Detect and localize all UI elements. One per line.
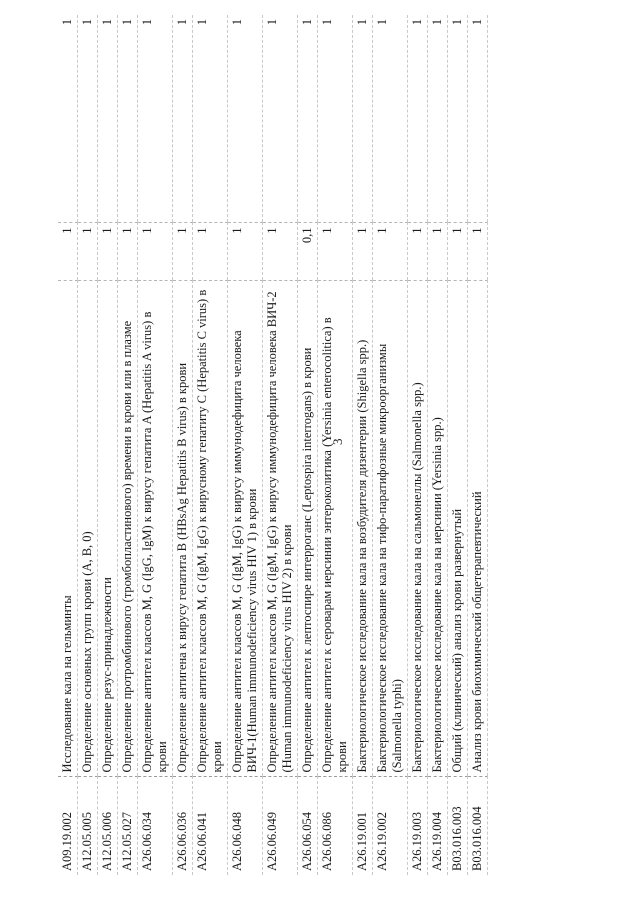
table-row — [138, 15, 173, 875]
table-row — [428, 15, 448, 875]
frequency-value: 0,1 — [298, 223, 318, 281]
service-name: Бактериологическое исследование кала на иерсинии (Yersinia spp.) — [428, 281, 448, 777]
multiplicity-value: 1 — [298, 15, 318, 223]
service-code: A26.19.001 — [353, 777, 373, 875]
multiplicity-value: 1 — [408, 15, 428, 223]
table-row — [408, 15, 428, 875]
frequency-value: 1 — [468, 223, 488, 281]
frequency-value: 1 — [353, 223, 373, 281]
service-code: A26.06.048 — [228, 777, 263, 875]
table-row — [263, 15, 298, 875]
service-name: Исследование кала на гельминты — [58, 281, 78, 777]
multiplicity-value: 1 — [98, 15, 118, 223]
frequency-value: 1 — [263, 223, 298, 281]
multiplicity-value: 1 — [193, 15, 228, 223]
service-code: A12.05.027 — [118, 777, 138, 875]
frequency-value: 1 — [58, 223, 78, 281]
service-name: Определение антител классов M, G (IgM, IgG) к вирусному гепатиту C (Hepatitis C virus) в крови — [193, 281, 228, 777]
service-code: B03.016.004 — [468, 777, 488, 875]
page-number: 3 — [330, 438, 345, 445]
table-row — [58, 15, 78, 875]
service-code: A26.06.034 — [138, 777, 173, 875]
service-code: A26.06.086 — [318, 777, 353, 875]
multiplicity-value: 1 — [118, 15, 138, 223]
multiplicity-value: 1 — [78, 15, 98, 223]
multiplicity-value: 1 — [353, 15, 373, 223]
service-name: Бактериологическое исследование кала на тифо-паратифозные микроорганизмы (Salmonella typhi) — [373, 281, 408, 777]
multiplicity-value: 1 — [373, 15, 408, 223]
table-row — [353, 15, 373, 875]
service-name: Определение антител классов M, G (IgM, IgG) к вирусу иммунодефицита человека ВИЧ-1(Human immunodeficiency virus HIV 1) в крови — [228, 281, 263, 777]
multiplicity-value: 1 — [468, 15, 488, 223]
table-row — [78, 15, 98, 875]
service-name: Определение протромбинового (тромбопластинового) времени в крови или в плазме — [118, 281, 138, 777]
service-code: A12.05.006 — [98, 777, 118, 875]
frequency-value: 1 — [138, 223, 173, 281]
service-code: A09.19.002 — [58, 777, 78, 875]
services-table — [58, 15, 488, 875]
table-row — [318, 15, 353, 875]
service-name: Бактериологическое исследование кала на возбудителя дизентерии (Shigella spp.) — [353, 281, 373, 777]
multiplicity-value: 1 — [58, 15, 78, 223]
frequency-value: 1 — [118, 223, 138, 281]
table-row — [468, 15, 488, 875]
service-code: A26.06.054 — [298, 777, 318, 875]
service-name: Определение антител классов M, G (IgM, IgG) к вирусу иммунодефицита человека ВИЧ-2 (Human immunodeficiency virus HIV 2) в крови — [263, 281, 298, 777]
frequency-value: 1 — [98, 223, 118, 281]
service-name: Анализ крови биохимический общетерапевтический — [468, 281, 488, 777]
service-name: Определение антител к лептоспире интерроганс (Leptospira interrogans) в крови — [298, 281, 318, 777]
table-row — [373, 15, 408, 875]
multiplicity-value: 1 — [173, 15, 193, 223]
service-code: A26.19.004 — [428, 777, 448, 875]
multiplicity-value: 1 — [428, 15, 448, 223]
service-code: A26.06.036 — [173, 777, 193, 875]
frequency-value: 1 — [193, 223, 228, 281]
service-code: B03.016.003 — [448, 777, 468, 875]
frequency-value: 1 — [228, 223, 263, 281]
services-table-body — [58, 15, 488, 875]
service-name: Определение основных групп крови (A, B, 0) — [78, 281, 98, 777]
service-code: A26.19.003 — [408, 777, 428, 875]
table-row — [448, 15, 468, 875]
table-row — [98, 15, 118, 875]
frequency-value: 1 — [428, 223, 448, 281]
table-row — [193, 15, 228, 875]
multiplicity-value: 1 — [138, 15, 173, 223]
table-row — [173, 15, 193, 875]
service-name: Определение резус-принадлежности — [98, 281, 118, 777]
multiplicity-value: 1 — [228, 15, 263, 223]
multiplicity-value: 1 — [263, 15, 298, 223]
frequency-value: 1 — [408, 223, 428, 281]
frequency-value: 1 — [173, 223, 193, 281]
multiplicity-value: 1 — [318, 15, 353, 223]
table-row — [118, 15, 138, 875]
table-row — [228, 15, 263, 875]
multiplicity-value: 1 — [448, 15, 468, 223]
service-name: Определение антител классов M, G (IgG, IgM) к вирусу гепатита A (Hepatitis A virus) в крови — [138, 281, 173, 777]
service-code: A12.05.005 — [78, 777, 98, 875]
rotated-table-container — [58, 15, 613, 875]
service-name: Определение антител к сероварам иерсинии энтероколитика (Yersinia enterocolitica) в крови — [318, 281, 353, 777]
service-code: A26.06.041 — [193, 777, 228, 875]
frequency-value: 1 — [78, 223, 98, 281]
service-name: Бактериологическое исследование кала на сальмонеллы (Salmonella spp.) — [408, 281, 428, 777]
service-code: A26.06.049 — [263, 777, 298, 875]
service-name: Определение антигена к вирусу гепатита B (HBsAg Hepatitis B virus) в крови — [173, 281, 193, 777]
frequency-value: 1 — [373, 223, 408, 281]
table-row — [298, 15, 318, 875]
frequency-value: 1 — [318, 223, 353, 281]
frequency-value: 1 — [448, 223, 468, 281]
service-name: Общий (клинический) анализ крови развернутый — [448, 281, 468, 777]
service-code: A26.19.002 — [373, 777, 408, 875]
